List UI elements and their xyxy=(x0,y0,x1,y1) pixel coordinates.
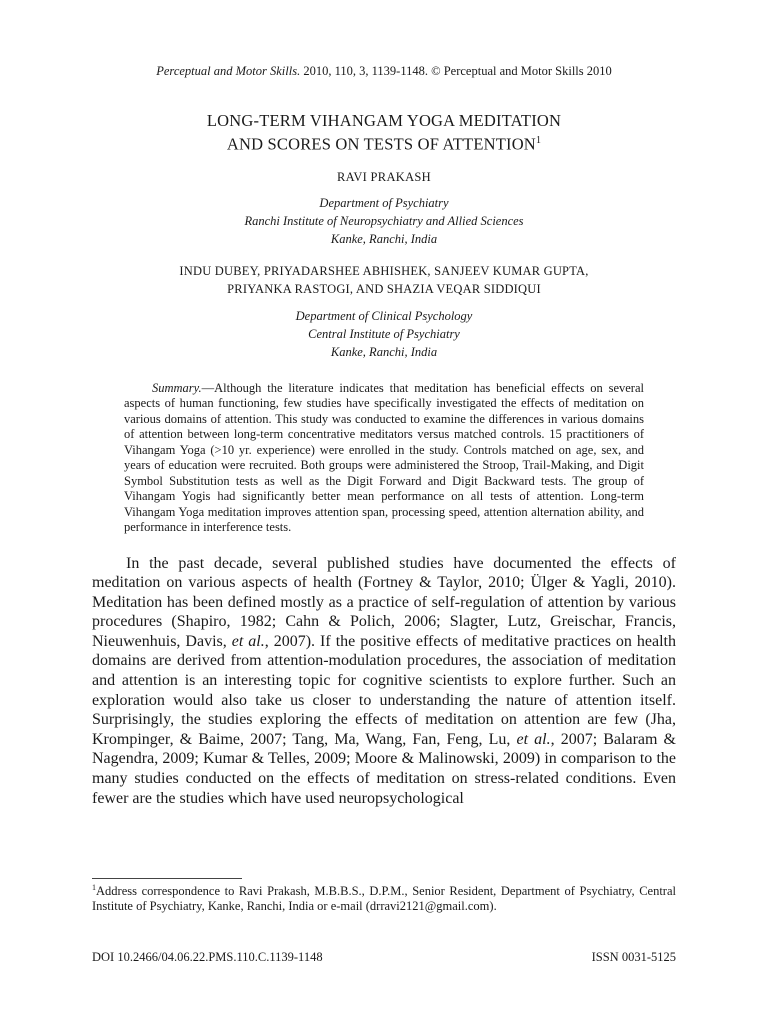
footnote-divider xyxy=(92,878,242,879)
first-author-affiliation xyxy=(92,194,676,248)
body-part-3: , 2007; Balaram & Nagendra, 2009; Kumar & Telles, 2009; Moore & Malinowski, 2009) in comparison to the many studies conducted on the effects of meditation on stress-related conditions. Even fewer are the studies which have used neuropsychological xyxy=(92,730,676,807)
footnote-text: Address correspondence to Ravi Prakash, M.B.B.S., D.P.M., Senior Resident, Department of Psychiatry, Central Institute of Psychiatry, Kanke, Ranchi, India or e-mail (drravi2121@gmail.com). xyxy=(92,884,676,914)
abstract xyxy=(124,381,644,536)
issn: ISSN 0031-5125 xyxy=(591,950,676,964)
co-authors-line-2: PRIYANKA RASTOGI, AND SHAZIA VEQAR SIDDIQUI xyxy=(227,281,541,296)
body-paragraph xyxy=(92,554,676,809)
abstract-text: —Although the literature indicates that meditation has beneficial effects on several aspects of human functioning, few studies have specifically investigated the effects of meditation on various domains of attention. This study was conducted to examine the differences in various domains of attention between long-term concentrative meditators versus matched controls. 15 practitioners of Vihangam Yoga (>10 yr. experience) were enrolled in the study. Controls matched on age, sex, and years of education were recruited. Both groups were administered the Stroop, Trail-Making, and Digit Symbol Substitution tests as well as the Digit Forward and Digit Backward tests. The group of Vihangam Yogis had significantly better mean performance on all tests of attention. Long-term Vihangam Yoga meditation improves attention span, processing speed, attention alternation ability, and performance in interference tests. xyxy=(124,380,644,534)
title-line-1: LONG-TERM VIHANGAM YOGA MEDITATION xyxy=(206,111,562,130)
footnote-mark: 1 xyxy=(92,883,96,892)
body-etal-2: et al. xyxy=(516,730,551,748)
co-authors xyxy=(92,262,676,298)
first-author: RAVI PRAKASH xyxy=(336,169,432,184)
journal-name: Perceptual and Motor Skills. xyxy=(156,64,301,78)
affil2-line-3: Kanke, Ranchi, India xyxy=(330,344,438,359)
title-line-2: AND SCORES ON TESTS OF ATTENTION xyxy=(226,134,536,154)
article-title xyxy=(92,111,676,155)
footnote xyxy=(92,880,676,914)
body-part-1: In the past decade, several published studies have documented the effects of meditation on various aspects of health (Fortney & Taylor, 2010; Ülger & Yagli, 2010). Meditation has been defined mostly as a practice of self-regulation of attention by various procedures (Shapiro, 1982; Cahn & Polich, 2006; Slagter, Lutz, Greischar, Francis, Nieuwenhuis, Davis, xyxy=(92,554,676,650)
article-page xyxy=(92,64,676,808)
body-part-2: , 2007). If the positive effects of meditative practices on health domains are derived from attention-modulation procedures, the association of meditation and attention is an interesting topic for cognitive scientists to explore further. Such an exploration would also take us closer to understanding the nature of attention itself. Surprisingly, the studies exploring the effects of meditation on attention are few (Jha, Krompinger, & Baime, 2007; Tang, Ma, Wang, Fan, Feng, Lu, xyxy=(92,632,676,748)
affil2-line-2: Central Institute of Psychiatry xyxy=(308,326,460,341)
abstract-lead: Summary. xyxy=(152,380,202,395)
co-authors-line-1: INDU DUBEY, PRIYADARSHEE ABHISHEK, SANJEEV KUMAR GUPTA, xyxy=(179,263,589,278)
doi: DOI 10.2466/04.06.22.PMS.110.C.1139-1148 xyxy=(92,950,323,964)
affil1-line-2: Ranchi Institute of Neuropsychiatry and Allied Sciences xyxy=(244,213,524,228)
journal-header xyxy=(92,64,676,79)
co-authors-affiliation xyxy=(92,307,676,361)
journal-citation: 2010, 110, 3, 1139-1148. © Perceptual and Motor Skills 2010 xyxy=(300,64,612,78)
title-footnote-mark: 1 xyxy=(535,135,542,146)
affil1-line-1: Department of Psychiatry xyxy=(319,195,449,210)
affil2-line-1: Department of Clinical Psychology xyxy=(295,308,473,323)
body-etal-1: et al. xyxy=(231,632,265,650)
affil1-line-3: Kanke, Ranchi, India xyxy=(330,231,438,246)
